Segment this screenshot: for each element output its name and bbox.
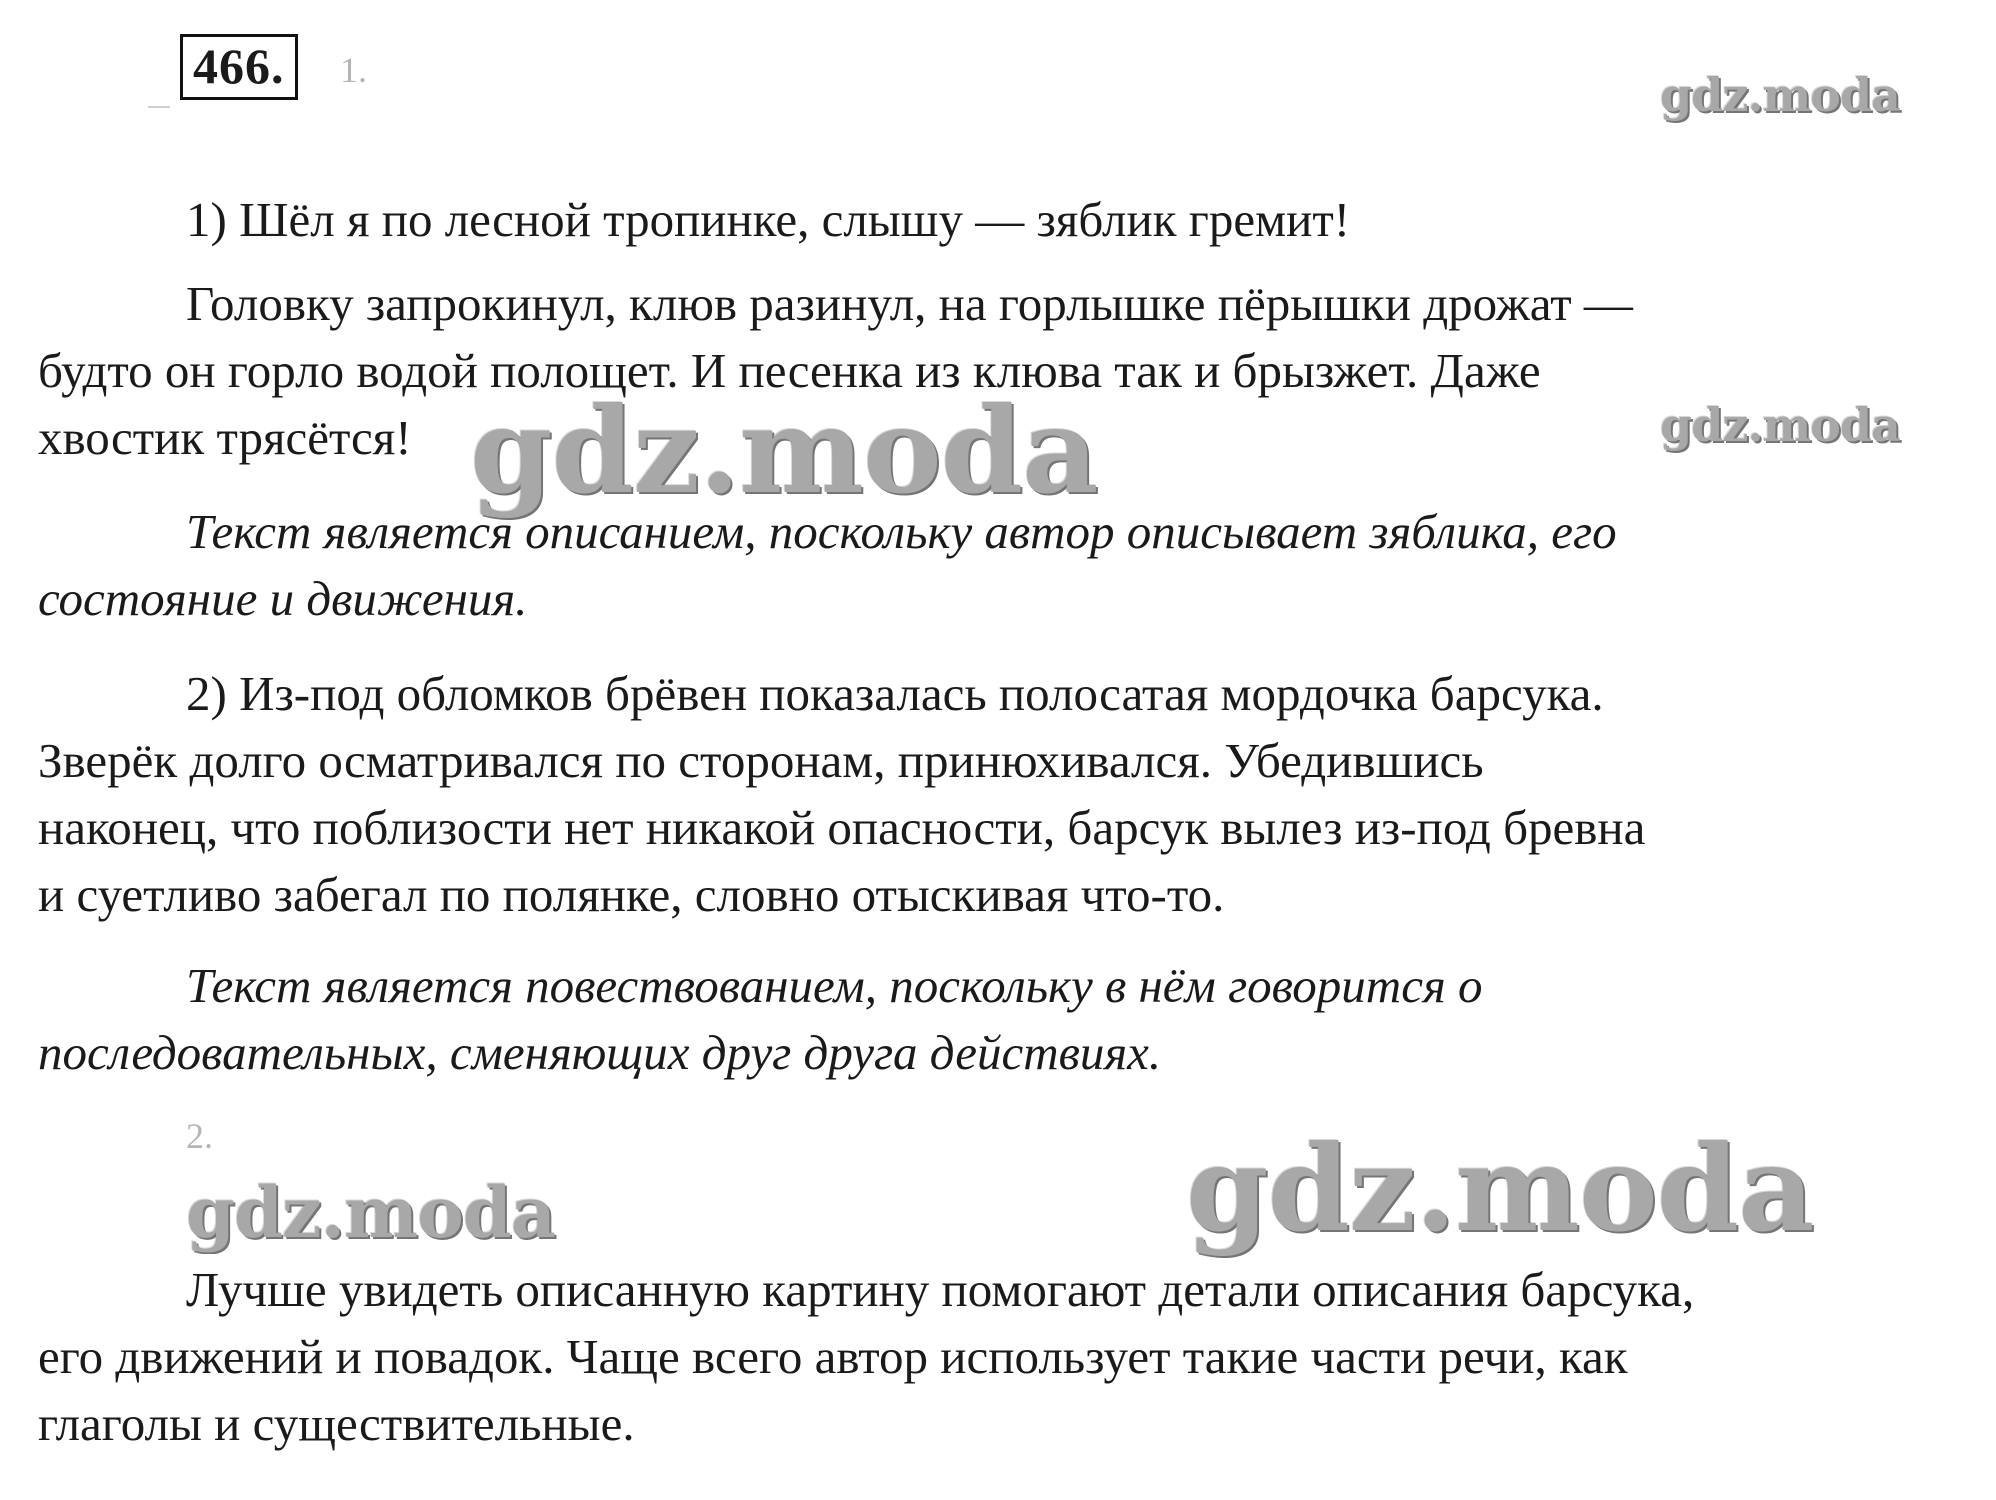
text-line: Лучше увидеть описанную картину помогают детали описания барсука, [186, 1262, 1695, 1317]
paragraph-answer-2 [38, 1256, 1983, 1457]
paragraph-badger-narration [38, 660, 1983, 928]
text-line: состояние и движения. [38, 571, 528, 626]
text-line: последовательных, сменяющих друг друга действиях. [38, 1025, 1162, 1080]
text-line: и суетливо забегал по полянке, словно отыскивая что-то. [38, 867, 1225, 922]
text-line: его движений и повадок. Чаще всего автор использует такие части речи, как [38, 1329, 1628, 1384]
watermark: gdz.moda [1186, 1119, 1814, 1258]
text-line: 1) Шёл я по лесной тропинке, слышу — зяблик гремит! [186, 192, 1351, 247]
divider [148, 106, 170, 108]
watermark: gdz.moda [186, 1171, 556, 1254]
exercise-number: 466. [180, 34, 298, 100]
text-line: Текст является описанием, поскольку автор описывает зяблика, его [186, 504, 1617, 559]
paragraph-analysis-narration [38, 952, 1983, 1086]
text-line: 2) Из-под обломков брёвен показалась полосатая мордочка барсука. [186, 666, 1604, 721]
text-line: хвостик трясётся! [38, 410, 412, 465]
text-line: Текст является повествованием, поскольку в нём говорится о [186, 958, 1483, 1013]
task-1-label: 1. [340, 50, 367, 90]
text-line: Зверёк долго осматривался по сторонам, принюхивался. Убедившись [38, 733, 1484, 788]
text-line: будто он горло водой полощет. И песенка из клюва так и брызжет. Даже [38, 343, 1541, 398]
text-line: глаголы и существительные. [38, 1396, 635, 1451]
paragraph-chaffinch-intro [38, 186, 1983, 253]
text-line: Головку запрокинул, клюв разинул, на горлышке пёрышки дрожат — [186, 276, 1633, 331]
watermark: gdz.moda [1660, 398, 1900, 452]
task-2-label: 2. [186, 1116, 213, 1156]
watermark: gdz.moda [470, 381, 1098, 520]
watermark: gdz.moda [1660, 68, 1900, 122]
text-line: наконец, что поблизости нет никакой опасности, барсук вылез из-под бревна [38, 800, 1646, 855]
